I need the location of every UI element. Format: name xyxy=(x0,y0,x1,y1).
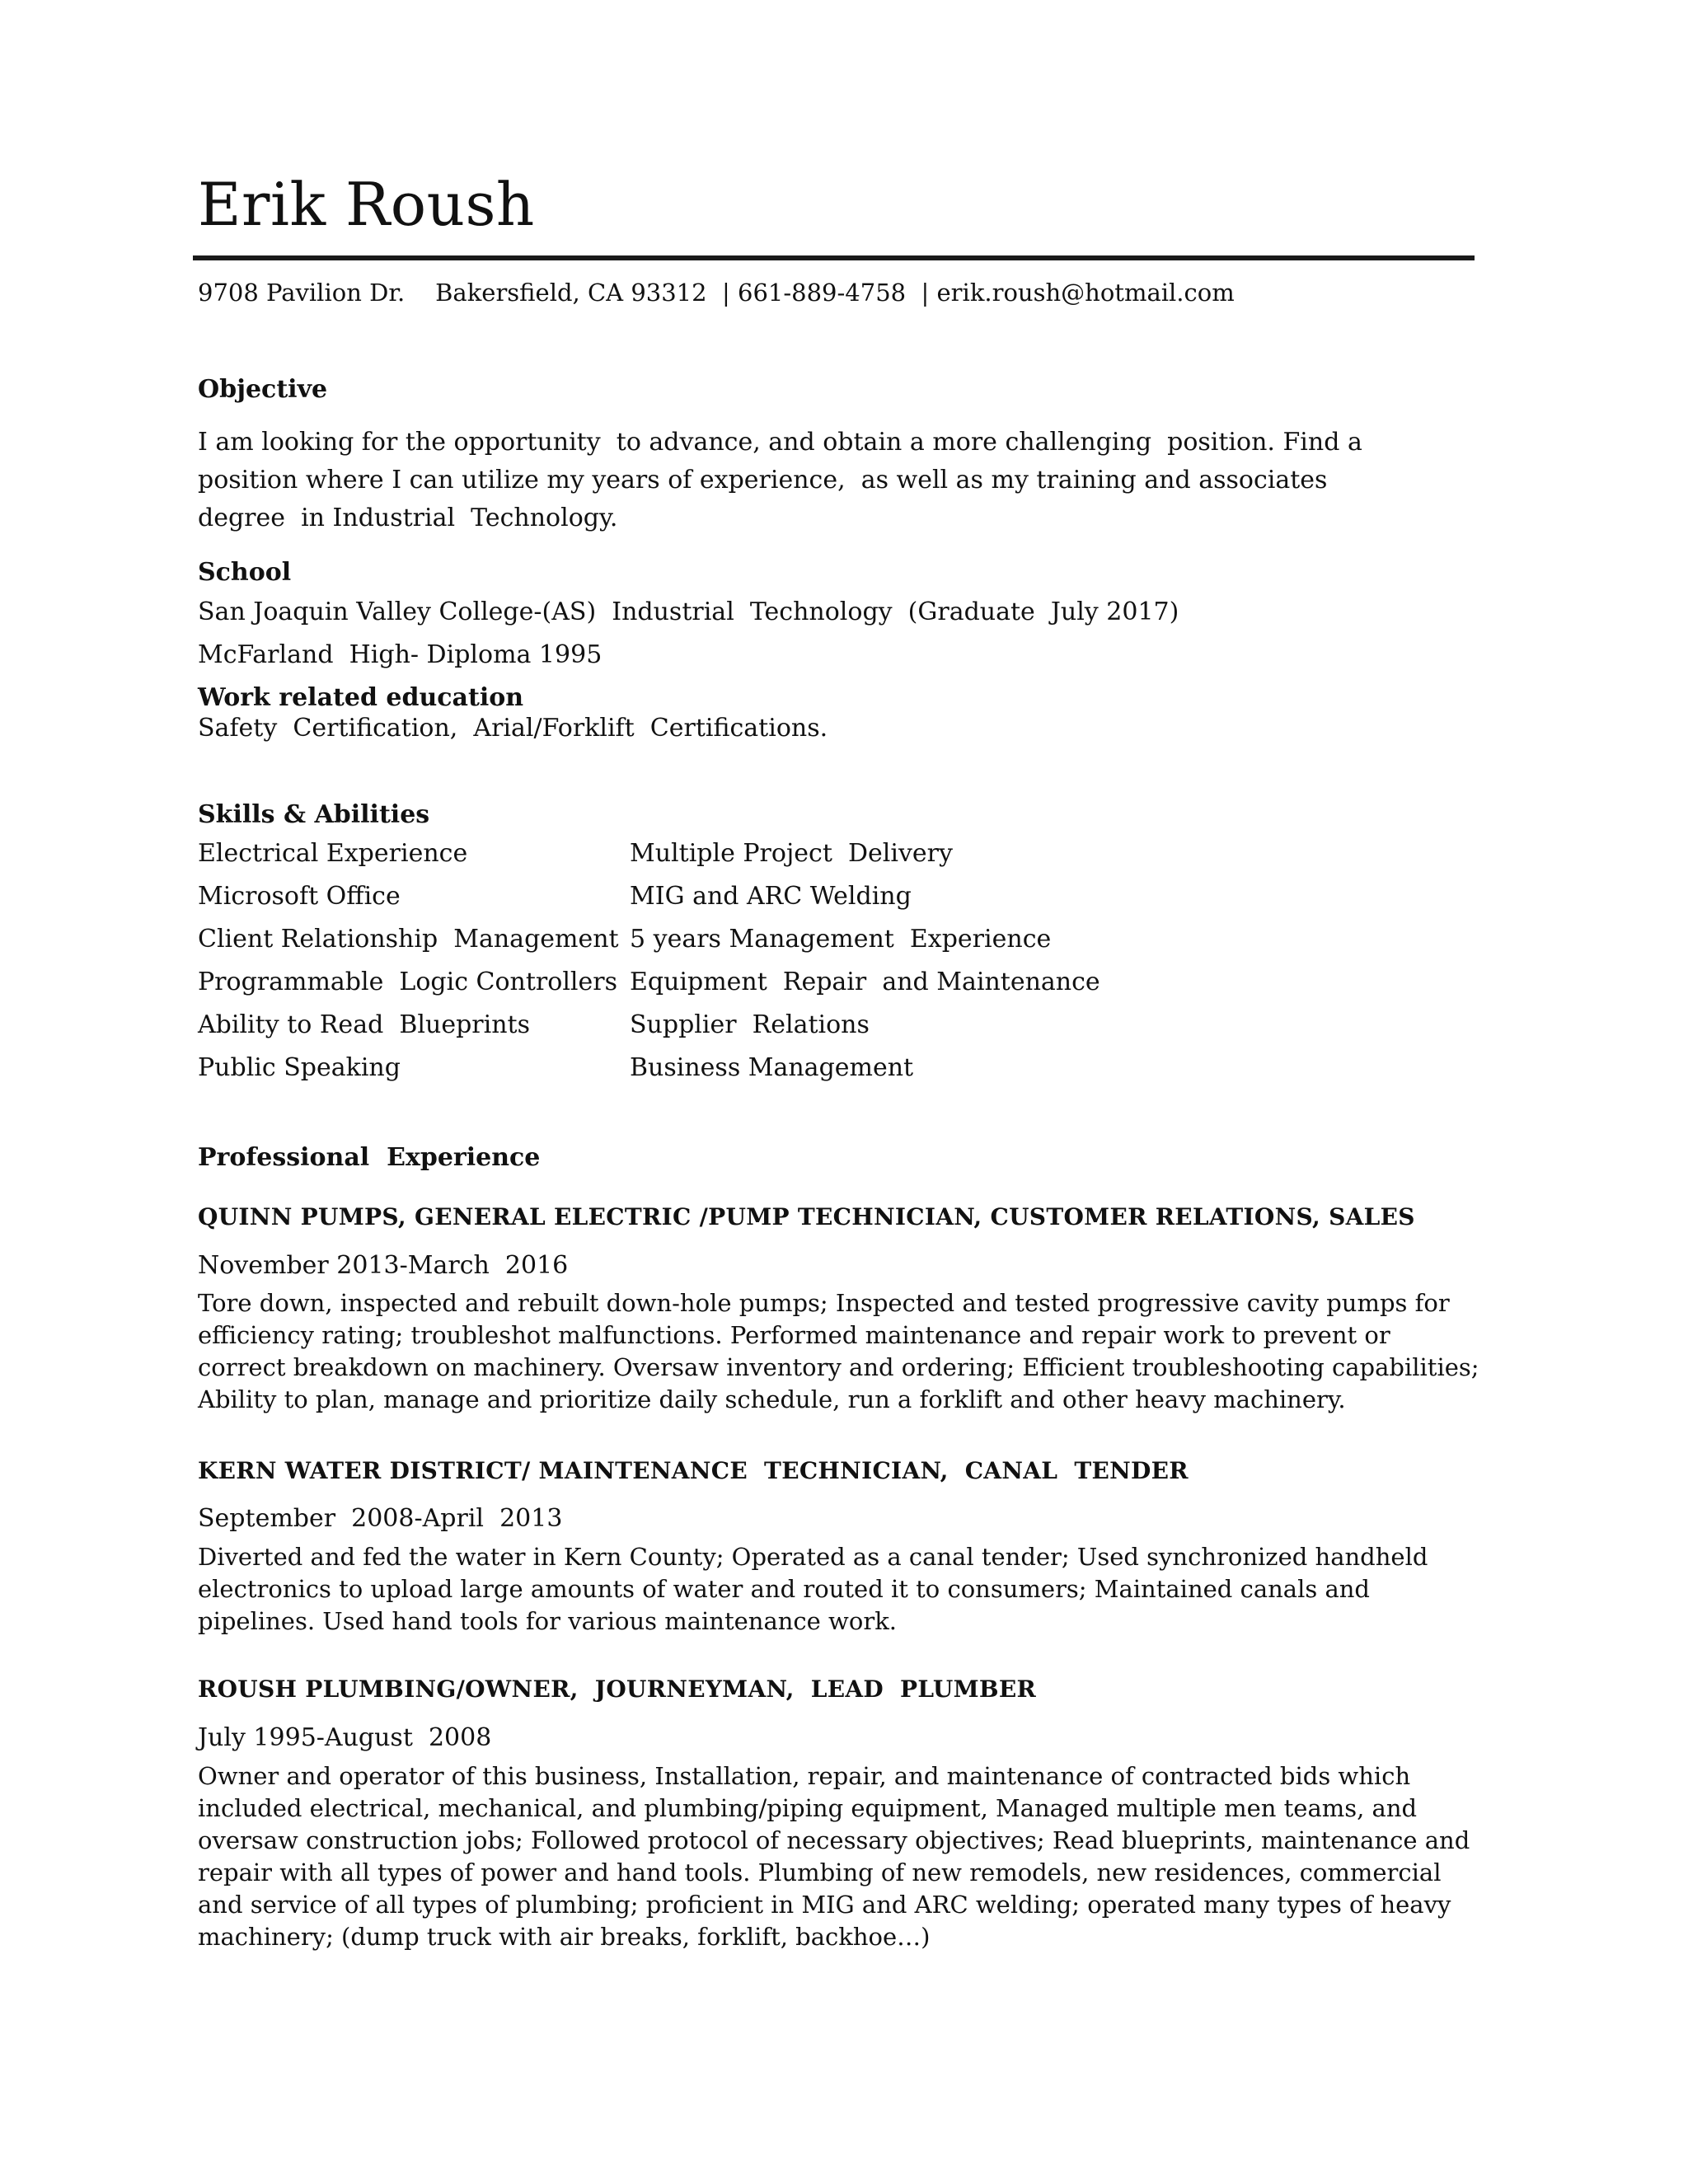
skills-list xyxy=(198,839,1104,1096)
skill-row xyxy=(198,839,1104,882)
school-item: San Joaquin Valley College-(AS) Industrial Technology (Graduate July 2017) xyxy=(198,598,1179,626)
skill-item: Business Management xyxy=(630,1053,914,1082)
job-description: Tore down, inspected and rebuilt down-hole pumps; Inspected and tested progressive cavity pumps for efficiency rating; troubleshot malfunctions. Performed maintenance and repair work to prevent or correct breakdown on machinery. Oversaw inventory and ordering; Efficient troubleshooting capabilities; Ability to plan, manage and prioritize daily schedule, run a forklift and other heavy machinery. xyxy=(198,1289,1479,1413)
school-item: McFarland High- Diploma 1995 xyxy=(198,640,603,669)
skill-row xyxy=(198,1053,1104,1096)
job-dates: July 1995-August 2008 xyxy=(198,1723,492,1752)
skill-item: Public Speaking xyxy=(198,1053,401,1082)
skill-item: MIG and ARC Welding xyxy=(630,882,912,911)
skill-item: Electrical Experience xyxy=(198,839,468,868)
header-divider xyxy=(193,255,1475,260)
skill-item: 5 years Management Experience xyxy=(630,925,1052,954)
objective-line: position where I can utilize my years of experience, as well as my training and associates xyxy=(198,466,1328,494)
skill-item: Equipment Repair and Maintenance xyxy=(630,968,1100,996)
skill-item: Supplier Relations xyxy=(630,1010,870,1039)
skill-item: Microsoft Office xyxy=(198,882,401,911)
job-dates: September 2008-April 2013 xyxy=(198,1504,563,1533)
skill-item: Ability to Read Blueprints xyxy=(198,1010,530,1039)
skill-item: Client Relationship Management xyxy=(198,925,619,954)
skill-row xyxy=(198,925,1104,968)
work-education-heading: Work related education xyxy=(198,683,524,712)
objective-text xyxy=(198,424,1362,537)
job-title: ROUSH PLUMBING/OWNER, JOURNEYMAN, LEAD PLUMBER xyxy=(198,1675,1037,1703)
objective-line: I am looking for the opportunity to advance, and obtain a more challenging position. Find a xyxy=(198,428,1362,457)
job-title: QUINN PUMPS, GENERAL ELECTRIC /PUMP TECHNICIAN, CUSTOMER RELATIONS, SALES xyxy=(198,1203,1415,1230)
candidate-name: Erik Roush xyxy=(198,170,535,239)
experience-heading: Professional Experience xyxy=(198,1143,541,1172)
skill-row xyxy=(198,1010,1104,1053)
work-education-text: Safety Certification, Arial/Forklift Certifications. xyxy=(198,714,828,743)
objective-heading: Objective xyxy=(198,375,328,404)
skill-row xyxy=(198,882,1104,925)
objective-line: degree in Industrial Technology. xyxy=(198,504,618,532)
job-description: Diverted and fed the water in Kern County; Operated as a canal tender; Used synchronized handheld electronics to upload large amounts of water and routed it to consumers; Maintained canals and pipelines. Used hand tools for various maintenance work. xyxy=(198,1543,1428,1635)
school-heading: School xyxy=(198,558,292,587)
skill-row xyxy=(198,968,1104,1010)
job-description: Owner and operator of this business, Installation, repair, and maintenance of contracted bids which included electrical, mechanical, and plumbing/piping equipment, Managed multiple men teams, and oversaw construction jobs; Followed protocol of necessary objectives; Read blueprints, maintenance and repair with all types of power and hand tools. Plumbing of new remodels, new residences, commercial and service of all types of plumbing; proficient in MIG and ARC welding; operated many types of heavy machinery; (dump truck with air breaks, forklift, backhoe…) xyxy=(198,1762,1470,1951)
contact-line: 9708 Pavilion Dr. Bakersfield, CA 93312 | 661-889-4758 | erik.roush@hotmail.com xyxy=(198,279,1235,307)
skill-item: Multiple Project Delivery xyxy=(630,839,953,868)
job-title: KERN WATER DISTRICT/ MAINTENANCE TECHNICIAN, CANAL TENDER xyxy=(198,1457,1189,1484)
skill-item: Programmable Logic Controllers xyxy=(198,968,618,996)
job-dates: November 2013-March 2016 xyxy=(198,1251,569,1280)
skills-heading: Skills & Abilities xyxy=(198,800,430,829)
